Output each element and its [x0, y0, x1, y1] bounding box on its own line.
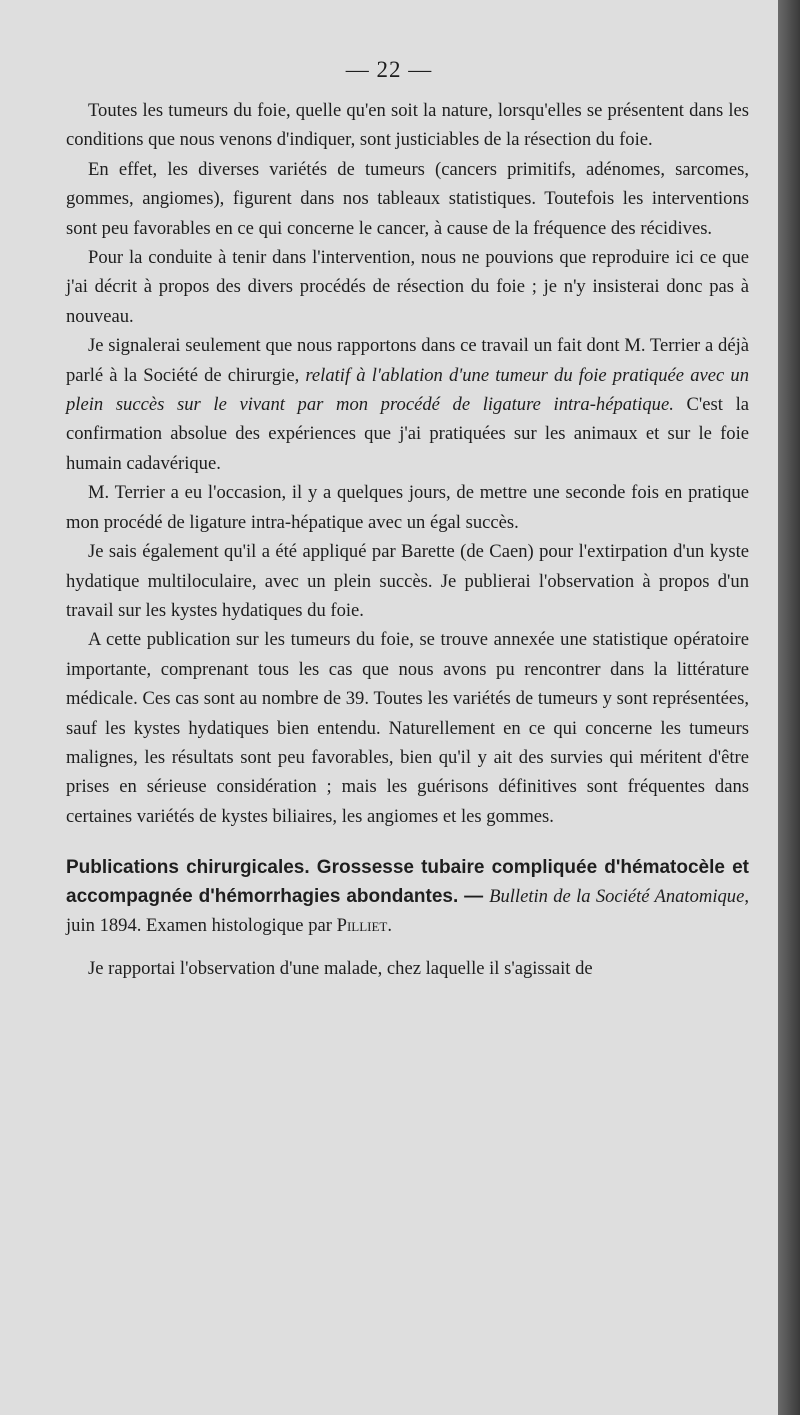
page-edge-shadow [778, 0, 800, 1415]
page-body [66, 96, 749, 984]
paragraph-tumeurs-resection: Toutes les tumeurs du foie, quelle qu'en soit la nature, lorsqu'elles se présentent dans les conditions que nous venons d'indiquer, sont justiciables de la résection du foie. [66, 100, 749, 151]
paragraph-terrier-seconde-fois: M. Terrier a eu l'occasion, il y a quelques jours, de mettre une seconde fois en pratique mon procédé de ligature intra-hépatique avec un égal succès. [66, 482, 749, 533]
page-number: — 22 — [345, 57, 433, 82]
paragraph-statistique: A cette publication sur les tumeurs du foie, se trouve annexée une statistique opératoire importante, comprenant tous les cas que nous avons pu rencontrer dans la littérature médicale. Ces cas sont au nombre de 39. Toutes les variétés de tumeurs y sont représentées, sauf les kystes hydatiques bien entendu. Naturellement en ce qui concerne les tumeurs malignes, les résultats sont peu favorables, bien qu'il y ait des survies qui méritent d'être prises en sérieuse considération ; mais les guérisons définitives sont fréquentes dans certaines variétés de kystes biliaires, les angiomes et les gommes. [66, 629, 749, 827]
paragraph-signalement-terrier [66, 331, 749, 478]
italic-emphasis: relatif à l'ablation d'une tumeur du foie pratiquée avec un plein succès sur le vivant par mon procédé de ligature intra-hépatique. [66, 364, 749, 416]
section-heading [66, 853, 749, 940]
publication-detail: , juin 1894. Examen histologique par [66, 886, 749, 937]
paragraph-varietes-tumeurs: En effet, les diverses variétés de tumeurs (cancers primitifs, adénomes, sarcomes, gommes, angiomes), figurent dans nos tableaux statistiques. Toutefois les interventions sont peu favorables en ce qui concerne le cancer, à cause de la fréquence des récidives. [66, 158, 749, 239]
journal-title: Bulletin de la Société Anatomique [489, 886, 745, 908]
paragraph-observation: Je rapportai l'observation d'une malade, chez laquelle il s'agissait de [88, 958, 593, 980]
author-name: Pilliet [336, 915, 388, 937]
section-title: Publications chirurgicales. Grossesse tubaire compliquée d'hématocèle et accompagnée d'hémorrhagies abondantes. — [66, 857, 749, 908]
paragraph-conduite-intervention: Pour la conduite à tenir dans l'intervention, nous ne pouvions que reproduire ici ce que j'ai décrit à propos des divers procédés de résection du foie ; je n'y insisterai donc pas à nouveau. [66, 247, 749, 327]
paragraph-text: C'est la confirmation absolue des expériences que j'ai pratiquées sur les animaux et sur le foie humain cadavérique. [66, 394, 750, 474]
paragraph-text: Je signalerai seulement que nous rapportons dans ce travail un fait dont M. Terrier a déjà parlé à la Société de chirurgie, [66, 335, 749, 386]
heading-end: . [387, 915, 393, 937]
paragraph-barette: Je sais également qu'il a été appliqué par Barette (de Caen) pour l'extirpation d'un kyste hydatique multiloculaire, avec un plein succès. Je publierai l'observation à propos d'un travail sur les kystes hydatiques du foie. [66, 541, 749, 621]
